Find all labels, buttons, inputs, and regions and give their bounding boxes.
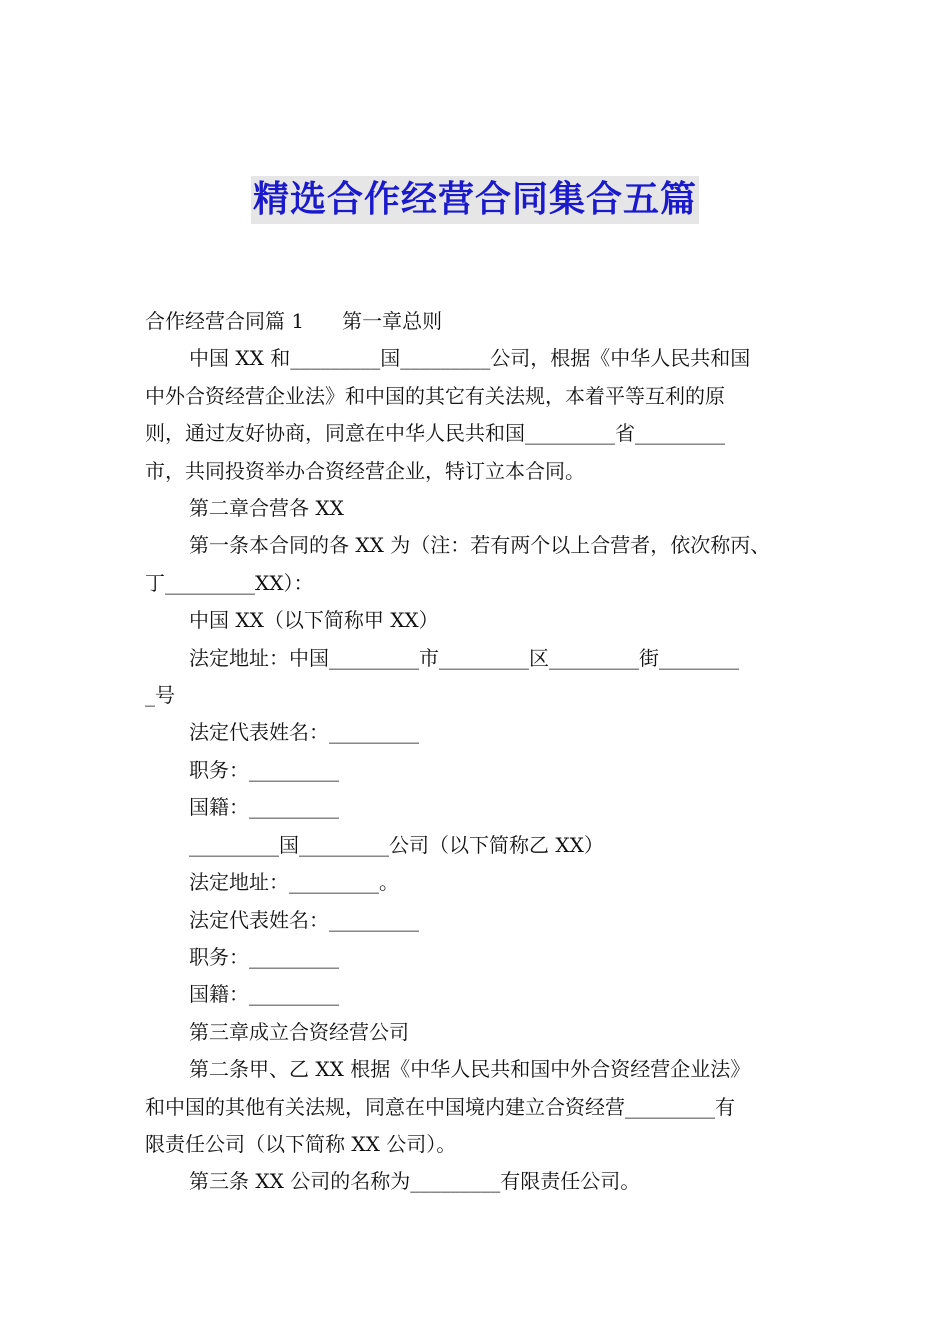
chapter-heading: 第三章成立合资经营公司 (189, 1019, 409, 1044)
form-field-line: 职务：_________ (189, 944, 339, 969)
title-container (0, 176, 950, 224)
document-body (145, 303, 815, 1201)
paragraph-line: _________国_________公司（以下简称乙 XX） (189, 832, 604, 857)
form-field-line: 法定代表姓名：_________ (189, 720, 419, 745)
paragraph-line: 中国 XX 和_________国_________公司，根据《中华人民共和国 (189, 346, 751, 371)
paragraph-line: _号 (145, 683, 175, 708)
chapter-heading: 第一章总则 (342, 309, 443, 333)
paragraph-line: 丁_________XX）： (145, 570, 314, 595)
paragraph-line: 第二条甲、乙 XX 根据《中华人民共和国中外合资经营企业法》 (189, 1057, 751, 1082)
chapter-heading: 第二章合营各 XX (189, 496, 344, 521)
form-field-line: 职务：_________ (189, 757, 339, 782)
form-field-line: 法定代表姓名：_________ (189, 907, 419, 932)
paragraph-line: 第一条本合同的各 XX 为（注：若有两个以上合营者，依次称丙、 (189, 533, 771, 558)
paragraph-line: 法定地址：中国_________市_________区_________街________ (189, 645, 739, 670)
form-field-line: 法定地址：_________。 (189, 870, 399, 895)
paragraph-line: 中国 XX（以下简称甲 XX） (189, 608, 439, 633)
form-field-line: 国籍：_________ (189, 795, 339, 820)
paragraph-line: 限责任公司（以下简称 XX 公司）。 (145, 1131, 457, 1156)
paragraph-line: 第三条 XX 公司的名称为_________有限责任公司。 (189, 1169, 641, 1194)
heading-line (145, 303, 815, 340)
paragraph-line: 市，共同投资举办合资经营企业，特订立本合同。 (145, 458, 585, 483)
document-title: 精选合作经营合同集合五篇 (251, 176, 699, 224)
form-field-line: 国籍：_________ (189, 982, 339, 1007)
contract-heading: 合作经营合同篇 1 (145, 309, 305, 333)
paragraph-line: 则，通过友好协商，同意在中华人民共和国_________省_________ (145, 421, 725, 446)
paragraph-line: 中外合资经营企业法》和中国的其它有关法规，本着平等互利的原 (145, 383, 725, 408)
paragraph-line: 和中国的其他有关法规，同意在中国境内建立合资经营_________有 (145, 1094, 735, 1119)
